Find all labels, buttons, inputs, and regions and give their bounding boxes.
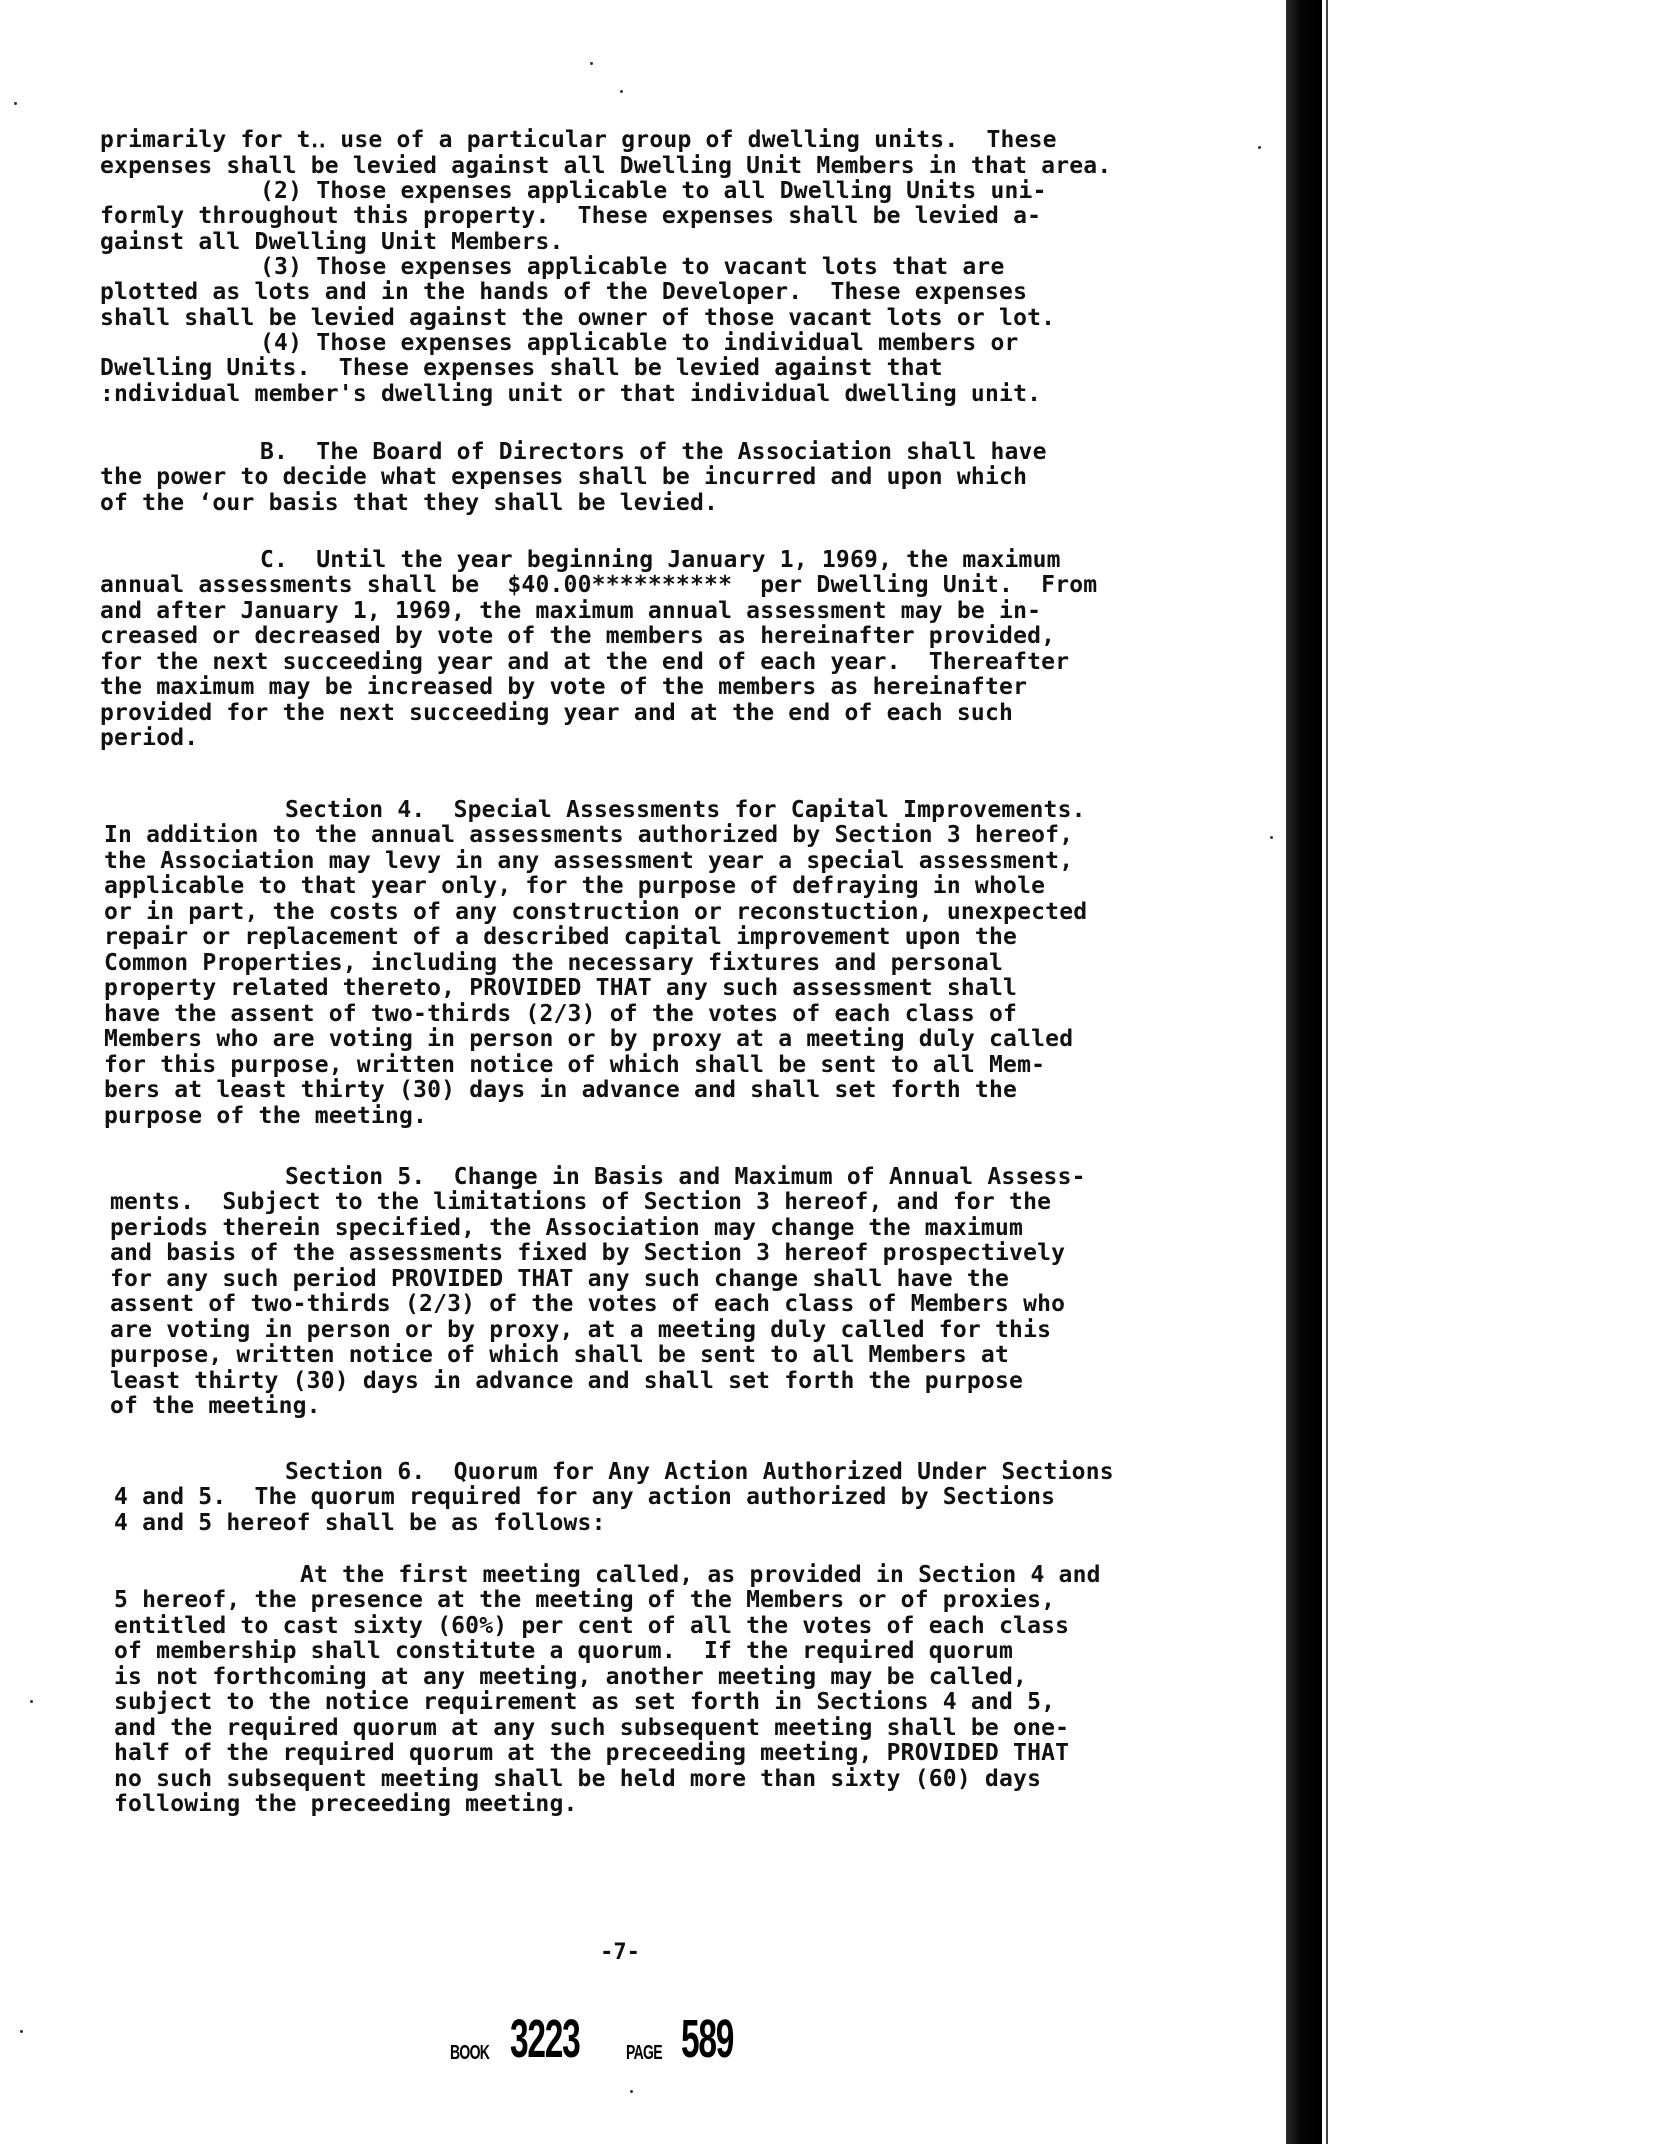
section-5-heading: Section 5. Change in Basis and Maximum of Annual Assess- [285,1164,1086,1190]
stamp-book-number: 3223 [510,2009,580,2069]
paragraph-item-4: Dwelling Units. These expenses shall be levied against that :ndividual member's dwelling unit or that individual dwelling unit. [100,355,1042,407]
scan-speck [620,90,623,93]
paragraph-b: the power to decide what expenses shall be incurred and upon which of the ‘our basis that they shall be levied. [100,464,1028,516]
scan-speck [1258,146,1261,149]
paragraph-item-2-first-line: (2) Those expenses applicable to all Dwelling Units uni- [260,178,1047,204]
paragraph-item-4-first-line: (4) Those expenses applicable to individual members or [260,330,1019,356]
page-number: -7- [600,1940,640,1965]
stamp-page-label: PAGE [626,2042,662,2064]
scan-speck [30,1700,33,1703]
scan-speck [14,102,17,105]
scan-speck [1270,836,1273,839]
scan-edge-shadow [1286,0,1322,2144]
section-6-body: 4 and 5. The quorum required for any action authorized by Sections 4 and 5 hereof shall be as follows: [114,1484,1056,1536]
section-5-body: ments. Subject to the limitations of Section 3 hereof, and for the periods therein specified, the Association may change the maximum and basis of the assessments fixed by Section 3 hereof prospectively for any such period PROVIDED THAT any such change shall have the assent of two-thirds (2/3) of the votes of each class of Members who are voting in person or by proxy, at a meeting duly called for this purpose, written notice of which shall be sent to all Members at least thirty (30) days in advance and shall set forth the purpose of the meeting. [110,1189,1066,1419]
paragraph-item-2: formly throughout this property. These expenses shall be levied a- gainst all Dwelling Unit Members. [100,203,1042,255]
paragraph-c: annual assessments shall be $40.00********** per Dwelling Unit. From and after January 1, 1969, the maximum annual assessment may be in- creased or decreased by vote of the members as hereinafter provided, for the next succeeding year and at the end of each year. Thereafter the maximum may be increased by vote of the members as hereinafter provided for the next succeeding year and at the end of each such period. [100,572,1098,751]
paragraph-item-3-first-line: (3) Those expenses applicable to vacant lots that are [260,254,1005,280]
paragraph-expenses-area: primarily for t‥ use of a particular group of dwelling units. These expenses shall be levied against all Dwelling Unit Members in that area. [100,127,1112,179]
quorum-paragraph-first-line: At the first meeting called, as provided in Section 4 and [300,1562,1101,1588]
paragraph-c-first-line: C. Until the year beginning January 1, 1969, the maximum [260,547,1061,573]
scan-speck [590,62,593,65]
quorum-paragraph: 5 hereof, the presence at the meeting of the Members or of proxies, entitled to cast sixty (60%) per cent of all the votes of each class of membership shall constitute a quorum. If the required quorum is not forthcoming at any meeting, another meeting may be called, subject to the notice requirement as set forth in Sections 4 and 5, and the required quorum at any such subsequent meeting shall be one- half of the required quorum at the preceeding meeting, PROVIDED THAT no such subsequent meeting shall be held more than sixty (60) days following the preceeding meeting. [114,1587,1070,1817]
paragraph-b-first-line: B. The Board of Directors of the Association shall have [260,439,1047,465]
section-4-heading: Section 4. Special Assessments for Capital Improvements. [285,797,1086,823]
stamp-page-number: 589 [681,2009,734,2069]
paragraph-item-3: plotted as lots and in the hands of the Developer. These expenses shall shall be levied against the owner of those vacant lots or lot. [100,279,1056,331]
section-4-body: In addition to the annual assessments authorized by Section 3 hereof, the Association may levy in any assessment year a special assessment, applicable to that year only, for the purpose of defraying in whole or in part, the costs of any construction or reconstuction, unexpected repair or replacement of a described capital improvement upon the Common Properties, including the necessary fixtures and personal property related thereto, PROVIDED THAT any such assessment shall have the assent of two-thirds (2/3) of the votes of each class of Members who are voting in person or by proxy at a meeting duly called for this purpose, written notice of which shall be sent to all Mem- bers at least thirty (30) days in advance and shall set forth the purpose of the meeting. [104,822,1088,1129]
stamp-book-label: BOOK [450,2042,490,2064]
scan-edge-line [1326,0,1328,2144]
scan-speck [20,2030,23,2033]
section-6-heading: Section 6. Quorum for Any Action Authorized Under Sections [285,1459,1114,1485]
book-page-stamp [450,2005,750,2069]
scan-speck [630,2090,633,2093]
